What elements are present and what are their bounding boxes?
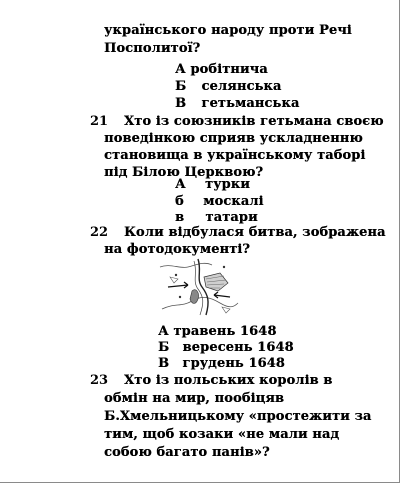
option-text: гетьманська	[201, 96, 300, 111]
option-text: вересень 1648	[182, 340, 294, 355]
option-letter: В	[175, 96, 187, 111]
q23-text-line-2: обмін на мир, пообіцяв	[104, 391, 285, 406]
q22-text-line-1: Коли відбулася битва, зображена	[124, 225, 386, 240]
option-letter: Б	[175, 79, 187, 94]
q21-text-line-4: під Білою Церквою?	[104, 165, 264, 180]
option-text: робітнича	[190, 62, 268, 77]
q22-option-a	[158, 323, 276, 340]
q21-text-line-2: поведінкою сприяв ускладненню	[104, 131, 363, 146]
option-text: грудень 1648	[182, 356, 285, 371]
q20-text-line-2: Посполитої?	[104, 41, 201, 56]
q21-text-line-1: Хто із союзників гетьмана своєю	[124, 114, 384, 129]
q23-number: 23	[90, 373, 109, 388]
q20-option-a	[175, 61, 268, 78]
q21-option-b	[175, 193, 264, 210]
q23-text-line-3: Б.Хмельницькому «простежити за	[104, 409, 372, 424]
q20-option-c	[175, 95, 299, 112]
battle-map-image	[158, 257, 240, 317]
q20-text-line-1: українського народу проти Речі	[104, 23, 352, 38]
option-text: травень 1648	[173, 324, 277, 339]
option-text: москалі	[203, 194, 264, 209]
option-text: селянська	[201, 79, 282, 94]
option-letter: б	[175, 194, 184, 209]
option-text: турки	[204, 177, 250, 192]
q23-text-line-5: собою багато панів»?	[104, 445, 270, 460]
battle-map-drawing	[158, 257, 240, 317]
q20-option-b	[175, 78, 281, 95]
q22-text-line-2: на фотодокументі?	[104, 242, 251, 257]
q23-text-line-4: тим, щоб козаки «не мали над	[104, 427, 340, 442]
q21-text-line-3: становища в українському таборі	[104, 148, 366, 163]
option-letter: А	[175, 177, 186, 192]
q21-number: 21	[90, 114, 109, 129]
q22-option-b	[158, 339, 294, 356]
q22-number: 22	[90, 225, 109, 240]
q23-text-line-1: Хто із польських королів в	[124, 373, 333, 388]
option-text: татари	[205, 210, 258, 225]
q21-option-a	[175, 176, 250, 193]
option-letter: А	[175, 62, 186, 77]
q22-option-c	[158, 355, 285, 372]
option-letter: в	[175, 210, 185, 225]
option-letter: А	[158, 324, 169, 339]
option-letter: В	[158, 356, 170, 371]
option-letter: Б	[158, 340, 170, 355]
